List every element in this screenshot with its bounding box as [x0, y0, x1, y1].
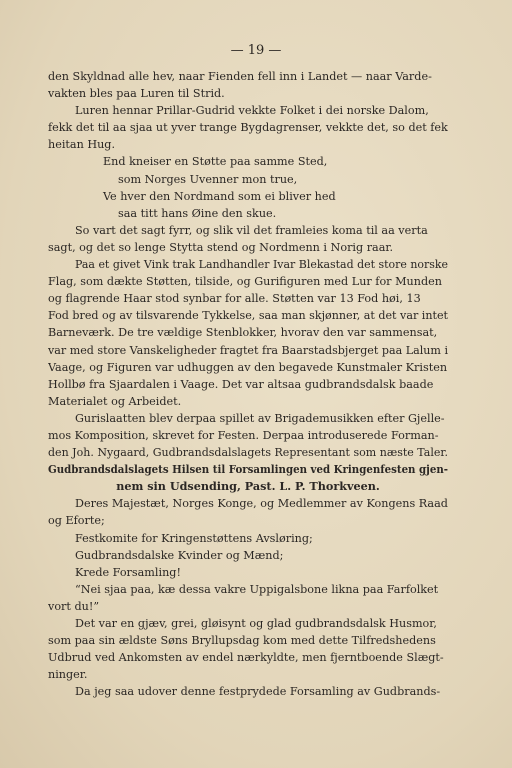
text-line: Gudbrandsdalske Kvinder og Mænd; — [75, 548, 284, 562]
text-line: ninger. — [48, 668, 88, 682]
page-number: — 19 — — [230, 43, 282, 58]
text-line: Udbrud ved Ankomsten av endel nærkyldte, men fjerntboende Slægt- — [48, 651, 444, 665]
text-line: Hollbø fra Sjaardalen i Vaage. Det var altsaa gudbrandsdalsk baade — [48, 377, 434, 391]
text-line: Vaage, og Figuren var udhuggen av den begavede Kunstmaler Kristen — [48, 360, 448, 374]
verse-line: saa titt hans Øine den skue. — [118, 206, 277, 220]
text-line: So vart det sagt fyrr, og slik vil det framleies koma til aa verta — [75, 223, 428, 237]
verse-line: End kneiser en Støtte paa samme Sted, — [103, 155, 328, 169]
verse-line: Ve hver den Nordmand som ei bliver hed — [103, 189, 336, 203]
body-text — [48, 68, 448, 700]
text-line: vort du!” — [48, 599, 100, 613]
text-line: Barneværk. De tre vældige Stenblokker, hvorav den var sammensat, — [48, 326, 438, 340]
text-line: den Skyldnad alle hev, naar Fienden fell inn i Landet — naar Varde- — [48, 70, 432, 83]
verse-line: som Norges Uvenner mon true, — [118, 172, 298, 186]
text-line: og Eforte; — [48, 514, 105, 528]
text-line: Festkomite for Kringenstøttens Avsløring; — [75, 531, 313, 545]
text-line: sagt, og det so lenge Stytta stend og Nordmenn i Norig raar. — [48, 240, 394, 254]
text-line: som paa sin ældste Søns Bryllupsdag kom med dette Tilfredshedens — [48, 634, 436, 648]
text-line: Det var en gjæv, grei, gløisynt og glad gudbrandsdalsk Husmor, — [75, 617, 437, 630]
text-line: heitan Hug. — [48, 138, 116, 152]
section-heading: Gudbrandsdalslagets Hilsen til Forsamlingen ved Kringenfesten gjen- — [48, 462, 448, 477]
text-line: Gurislaatten blev derpaa spillet av Brigademusikken efter Gjelle- — [75, 411, 445, 425]
text-line: vakten bles paa Luren til Strid. — [48, 87, 225, 101]
section-heading: nem sin Udsending, Past. L. P. Thorkveen. — [116, 479, 380, 494]
text-line: Da jeg saa udover denne festprydede Forsamling av Gudbrands- — [75, 685, 441, 699]
text-line: Flag, som dækte Støtten, tilside, og Gurifiguren med Lur for Munden — [48, 275, 442, 289]
text-line: fekk det til aa sjaa ut yver trange Bygdagrenser, vekkte det, so det fek — [48, 121, 448, 135]
text-line: Deres Majestæt, Norges Konge, og Medlemmer av Kongens Raad — [75, 497, 448, 511]
text-line: mos Komposition, skrevet for Festen. Derpaa introduserede Forman- — [48, 428, 439, 442]
text-line: Krede Forsamling! — [75, 565, 181, 579]
text-line: Paa et givet Vink trak Landhandler Ivar Blekastad det store norske — [75, 258, 448, 272]
text-line: Fod bred og av tilsvarende Tykkelse, saa man skjønner, at det var intet — [48, 309, 448, 323]
text-line: “Nei sjaa paa, kæ dessa vakre Uppigalsbone likna paa Farfolket — [75, 582, 439, 596]
text-line: og flagrende Haar stod synbar for alle. Støtten var 13 Fod høi, 13 — [48, 292, 421, 306]
text-line: Luren hennar Prillar-Gudrid vekkte Folket i dei norske Dalom, — [75, 104, 429, 118]
text-line: Materialet og Arbeidet. — [48, 394, 182, 408]
text-line: den Joh. Nygaard, Gudbrandsdalslagets Representant som næste Taler. — [48, 446, 448, 460]
text-line: var med store Vanskeligheder fragtet fra Baarstadsbjerget paa Lalum i — [48, 343, 448, 357]
